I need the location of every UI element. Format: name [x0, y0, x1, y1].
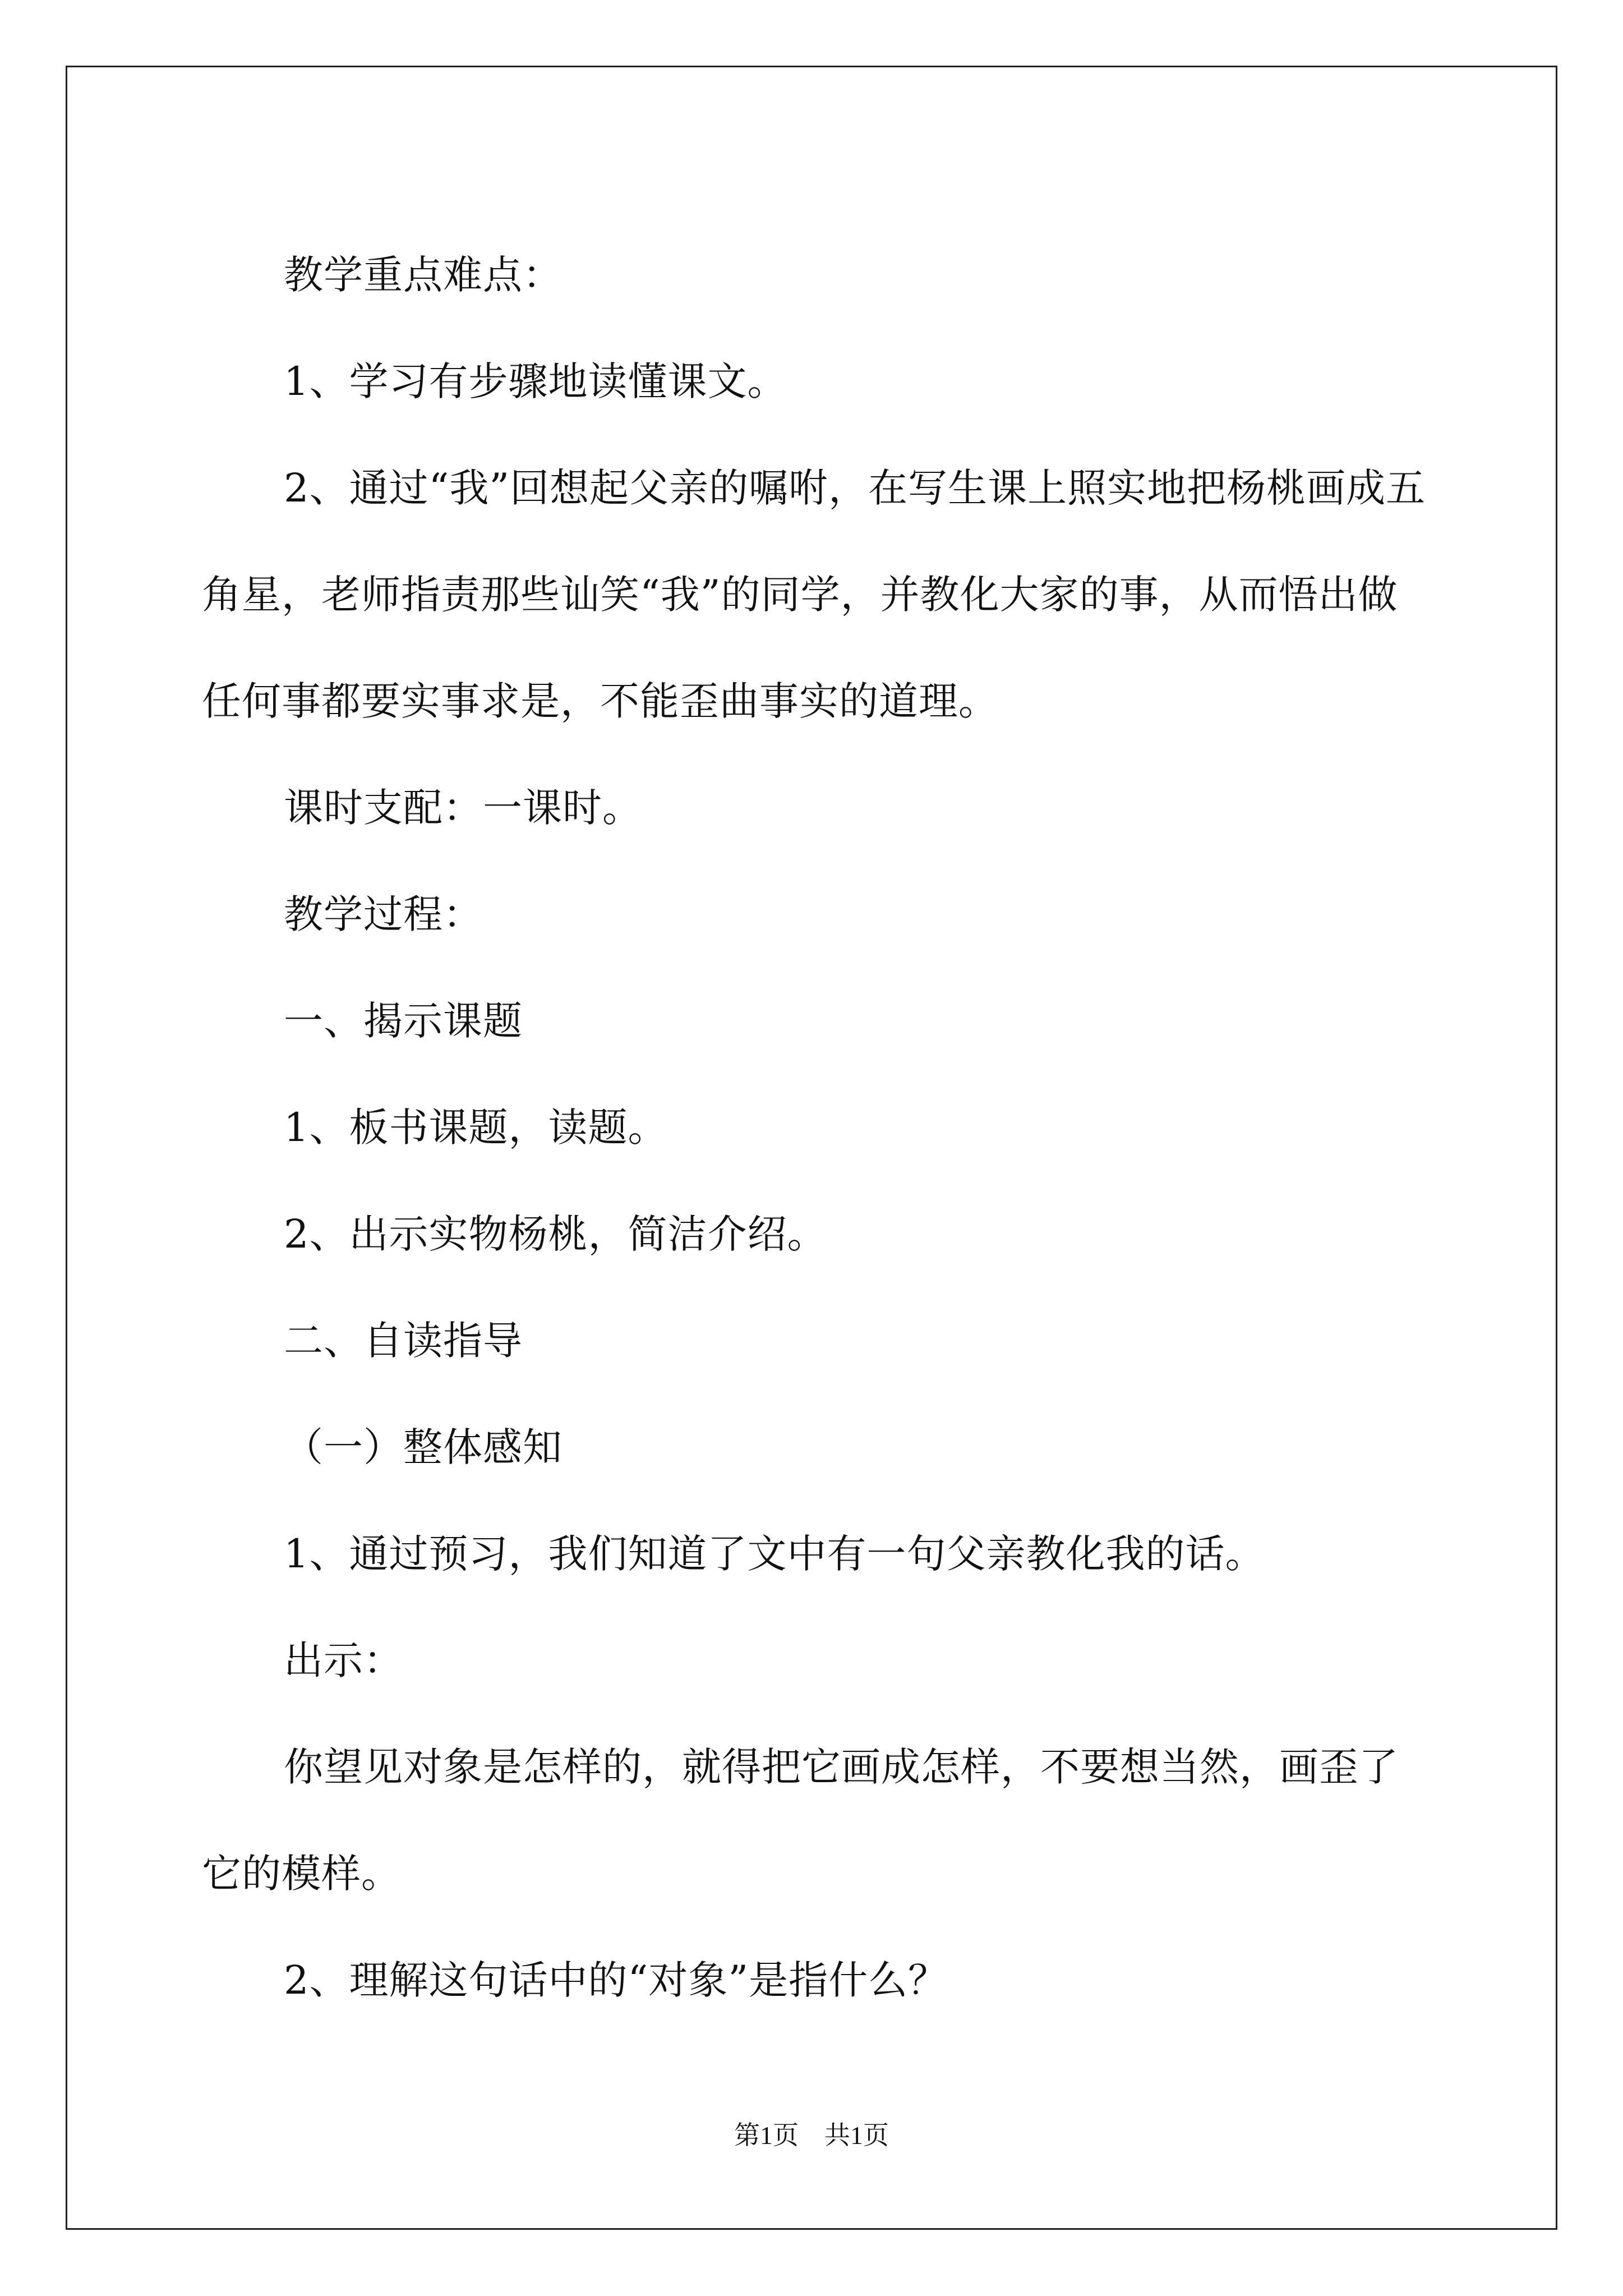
section-self-reading: 二、自读指导 — [284, 1318, 523, 1364]
document-body — [202, 222, 1430, 2033]
subsection-overall-perception: （一）整体感知 — [284, 1424, 562, 1470]
paragraph-point-1: 1、学习有步骤地读懂课文。 — [284, 358, 787, 404]
page-footer — [0, 2115, 1623, 2152]
paragraph-point-2: 2、通过“我”回想起父亲的嘱咐，在写生课上照实地把杨桃画成五角星，老师指责那些讪笑“我”的同学，并教化大家的事，从而悟出做任何事都要实事求是，不能歪曲事实的道理。 — [202, 465, 1426, 724]
page-number-total: 共1页 — [824, 2121, 889, 2150]
paragraph-question: 2、理解这句话中的“对象”是指什么？ — [284, 1957, 948, 2003]
heading-teaching-process: 教学过程： — [284, 891, 483, 937]
page-number-current: 第1页 — [734, 2121, 799, 2150]
paragraph-father-quote: 你望见对象是怎样的，就得把它画成怎样，不要想当然，画歪了它的模样。 — [202, 1744, 1399, 1897]
heading-key-points: 教学重点难点： — [284, 252, 562, 298]
paragraph-step-1: 1、板书课题，读题。 — [284, 1105, 668, 1151]
paragraph-preview-note: 1、通过预习，我们知道了文中有一句父亲教化我的话。 — [284, 1531, 1265, 1577]
paragraph-class-hours: 课时支配：一课时。 — [284, 785, 642, 831]
section-reveal-topic: 一、揭示课题 — [284, 998, 523, 1044]
paragraph-step-2: 2、出示实物杨桃，简洁介绍。 — [284, 1211, 827, 1257]
paragraph-show-label: 出示： — [284, 1637, 403, 1683]
